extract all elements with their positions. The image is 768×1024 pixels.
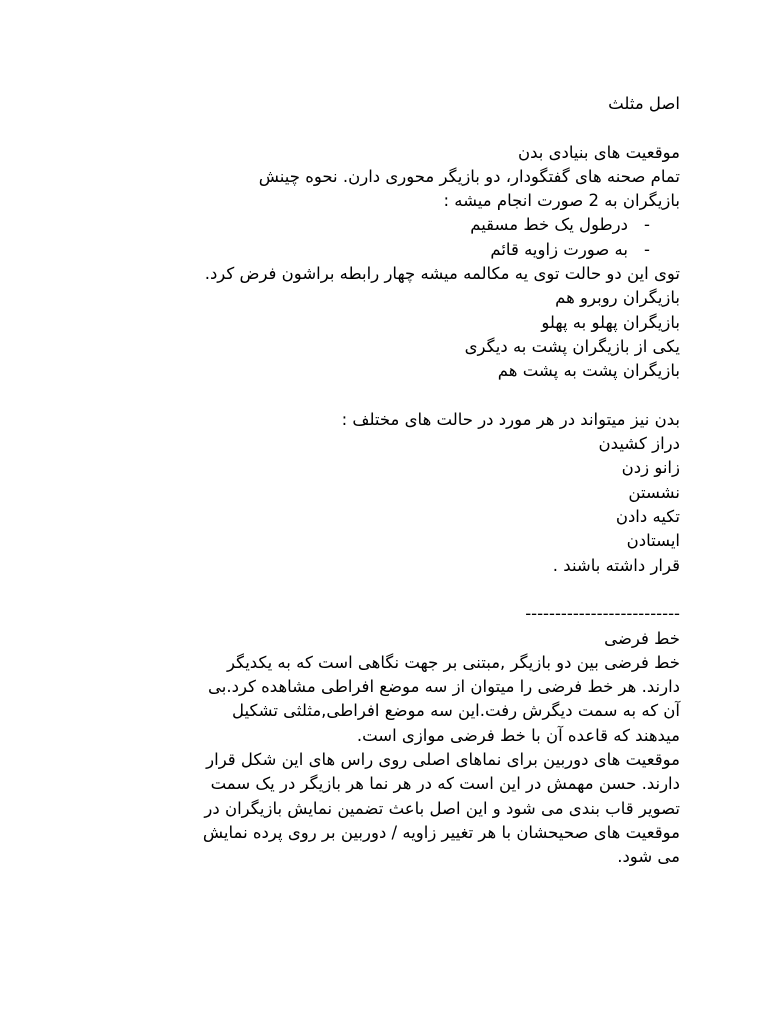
document-title: اصل مثلث — [608, 94, 680, 113]
paragraph-line: آن که به سمت دیگرش رفت.این سه موضع افراطی,مثلثی تشکیل — [232, 701, 680, 721]
relation-item: بازیگران پشت به پشت هم — [497, 361, 680, 381]
bullet-text: درطول یک خط مسقیم — [470, 215, 628, 235]
paragraph-line: دارند. هر خط فرضی را میتوان از سه موضع افراطی مشاهده کرد.بی — [208, 677, 680, 697]
blank-line — [90, 116, 680, 140]
bullet-text: به صورت زاویه قائم — [490, 239, 628, 259]
relation-item: یکی از بازیگران پشت به دیگری — [464, 336, 680, 356]
body-state-item: تکیه دادن — [615, 507, 680, 527]
relation-item: بازیگران پهلو به پهلو — [541, 312, 680, 332]
bullet-dash: - — [644, 215, 650, 235]
document-page — [90, 92, 680, 870]
section-heading-imaginary-line: خط فرضی — [604, 628, 680, 648]
paragraph-line: بدن نیز میتواند در هر مورد در حالت های مختلف : — [341, 409, 680, 429]
body-state-item: زانو زدن — [621, 458, 680, 478]
body-state-item: نشستن — [628, 482, 680, 502]
paragraph-line: خط فرضی بین دو بازیگر ,مبتنی بر جهت نگاهی است که به یکدیگر — [227, 652, 680, 672]
bullet-dash: - — [644, 239, 650, 259]
dashed-separator: -------------------------- — [525, 604, 680, 624]
bullet-item — [90, 238, 680, 262]
paragraph-line: قرار داشته باشند . — [552, 555, 680, 575]
paragraph-line: بازیگران به 2 صورت انجام میشه : — [443, 191, 680, 211]
paragraph-line: میدهند که قاعده آن با خط فرضی موازی است. — [356, 725, 680, 745]
paragraph-line: می شود. — [617, 847, 680, 867]
blank-line — [90, 384, 680, 408]
section-heading-body-positions: موقعیت های بنیادی بدن — [518, 142, 680, 162]
bullet-item — [90, 213, 680, 237]
paragraph-line: موقعیت های صحیحشان با هر تغییر زاویه / دوربین بر روی پرده نمایش — [202, 822, 680, 842]
body-state-item: دراز کشیدن — [598, 434, 680, 454]
paragraph-line: دارند. حسن مهمش در این است که در هر نما هر بازیگر در یک سمت — [210, 774, 680, 794]
relation-item: بازیگران روبرو هم — [555, 288, 680, 308]
paragraph-line: تمام صحنه های گفتگودار، دو بازیگر محوری دارن. نحوه چینش — [258, 166, 680, 186]
paragraph-line: تصویر قاب بندی می شود و این اصل باعث تضمین نمایش بازیگران در — [204, 798, 680, 818]
blank-line — [90, 578, 680, 602]
paragraph-line: موقعیت های دوربین برای نماهای اصلی روی راس های این شکل قرار — [206, 750, 680, 770]
body-state-item: ایستادن — [626, 531, 680, 551]
paragraph-line: توی این دو حالت توی یه مکالمه میشه چهار رابطه براشون فرض کرد. — [204, 264, 680, 284]
